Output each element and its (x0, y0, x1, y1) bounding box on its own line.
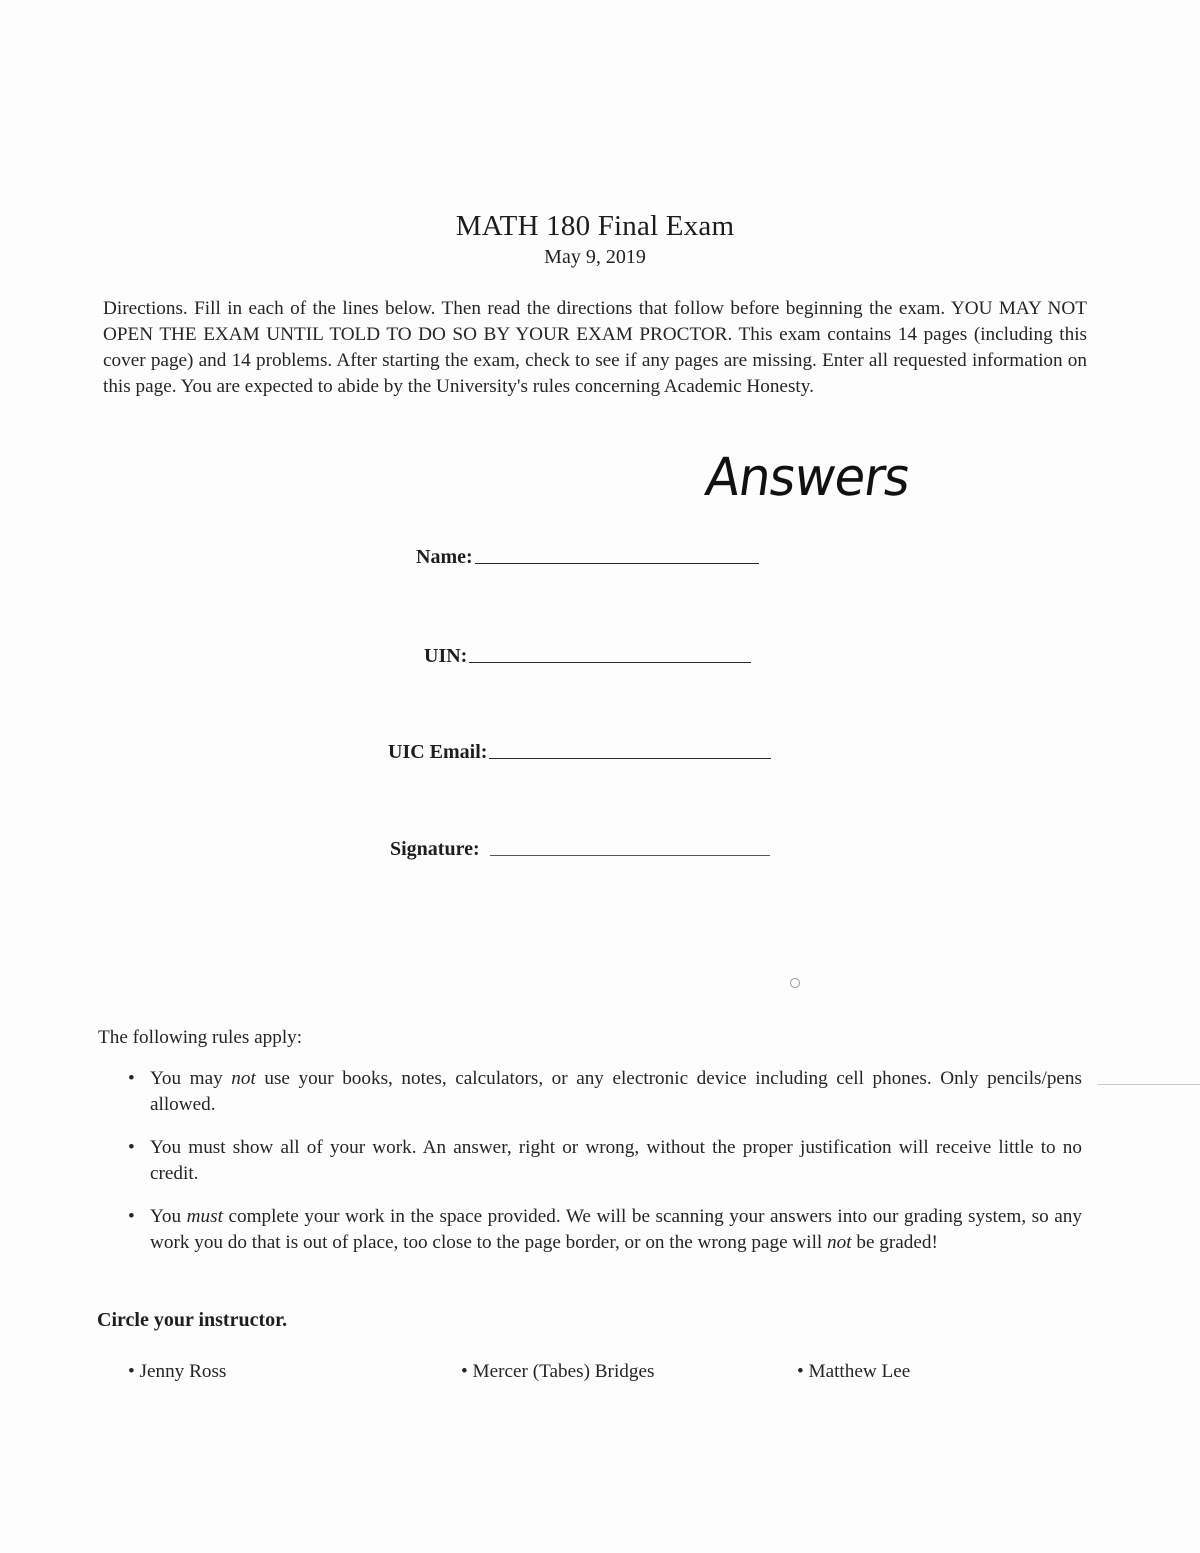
rule-emphasis: not (231, 1068, 256, 1089)
rule-text: complete your work in the space provided. We will be scanning your answers into our grading system, so any work you do that is out of place, too close to the page border, or on the wrong page will (150, 1206, 1082, 1253)
signature-field (390, 838, 770, 861)
rule-text: You must show all of your work. An answer, right or wrong, without the proper justification will receive little to no credit. (150, 1137, 1082, 1184)
rule-text: use your books, notes, calculators, or any electronic device including cell phones. Only pencils/pens allowed. (150, 1068, 1082, 1115)
rules-intro: The following rules apply: (98, 1027, 303, 1048)
uin-label: UIN: (424, 645, 468, 667)
bullet-icon: • (128, 1206, 135, 1227)
scan-artifact-dot (790, 978, 800, 988)
rule-emphasis: not (827, 1232, 852, 1253)
name-field (416, 546, 759, 569)
rule-text: You may (150, 1068, 232, 1089)
rules-list (128, 1066, 1082, 1273)
bullet-icon: • (797, 1361, 804, 1382)
email-label: UIC Email: (388, 741, 488, 763)
bullet-icon: • (128, 1068, 135, 1089)
rule-emphasis: must (186, 1206, 223, 1227)
instructor-name: Matthew Lee (808, 1361, 911, 1382)
rule-item-2 (128, 1135, 1082, 1187)
instructor-heading: Circle your instructor. (97, 1309, 288, 1331)
directions-paragraph: Directions. Fill in each of the lines below. Then read the directions that follow before beginning the exam. YOU MAY NOT OPEN THE EXAM UNTIL TOLD TO DO SO BY YOUR EXAM PROCTOR. This exam contains 14 pages (including this cover page) and 14 problems. After starting the exam, check to see if any pages are missing. Enter all requested information on this page. You are expected to abide by the University's rules concerning Academic Honesty. (103, 298, 1087, 397)
rule-item-1 (128, 1066, 1082, 1118)
exam-date: May 9, 2019 (544, 246, 646, 268)
instructor-name: Mercer (Tabes) Bridges (472, 1361, 655, 1382)
instructor-option-2[interactable] (461, 1361, 654, 1383)
bullet-icon: • (128, 1361, 135, 1382)
uin-field (424, 645, 751, 668)
uin-line[interactable] (469, 661, 751, 663)
rule-item-3 (128, 1204, 1082, 1256)
instructor-option-1[interactable] (128, 1361, 226, 1383)
rule-text: You (150, 1206, 187, 1227)
email-field (388, 741, 771, 764)
bullet-icon: • (128, 1137, 135, 1158)
exam-title: MATH 180 Final Exam (455, 210, 735, 242)
signature-label: Signature: (390, 838, 480, 860)
email-line[interactable] (489, 757, 771, 759)
rule-text: be graded! (851, 1232, 938, 1253)
instructor-name: Jenny Ross (139, 1361, 227, 1382)
instructor-option-3[interactable] (797, 1361, 910, 1383)
handwritten-answers-note: Answers (701, 446, 914, 508)
bullet-icon: • (461, 1361, 468, 1382)
signature-line[interactable] (490, 854, 770, 856)
scan-artifact-line (1098, 1084, 1200, 1085)
name-label: Name: (416, 546, 473, 568)
name-line[interactable] (475, 562, 759, 564)
